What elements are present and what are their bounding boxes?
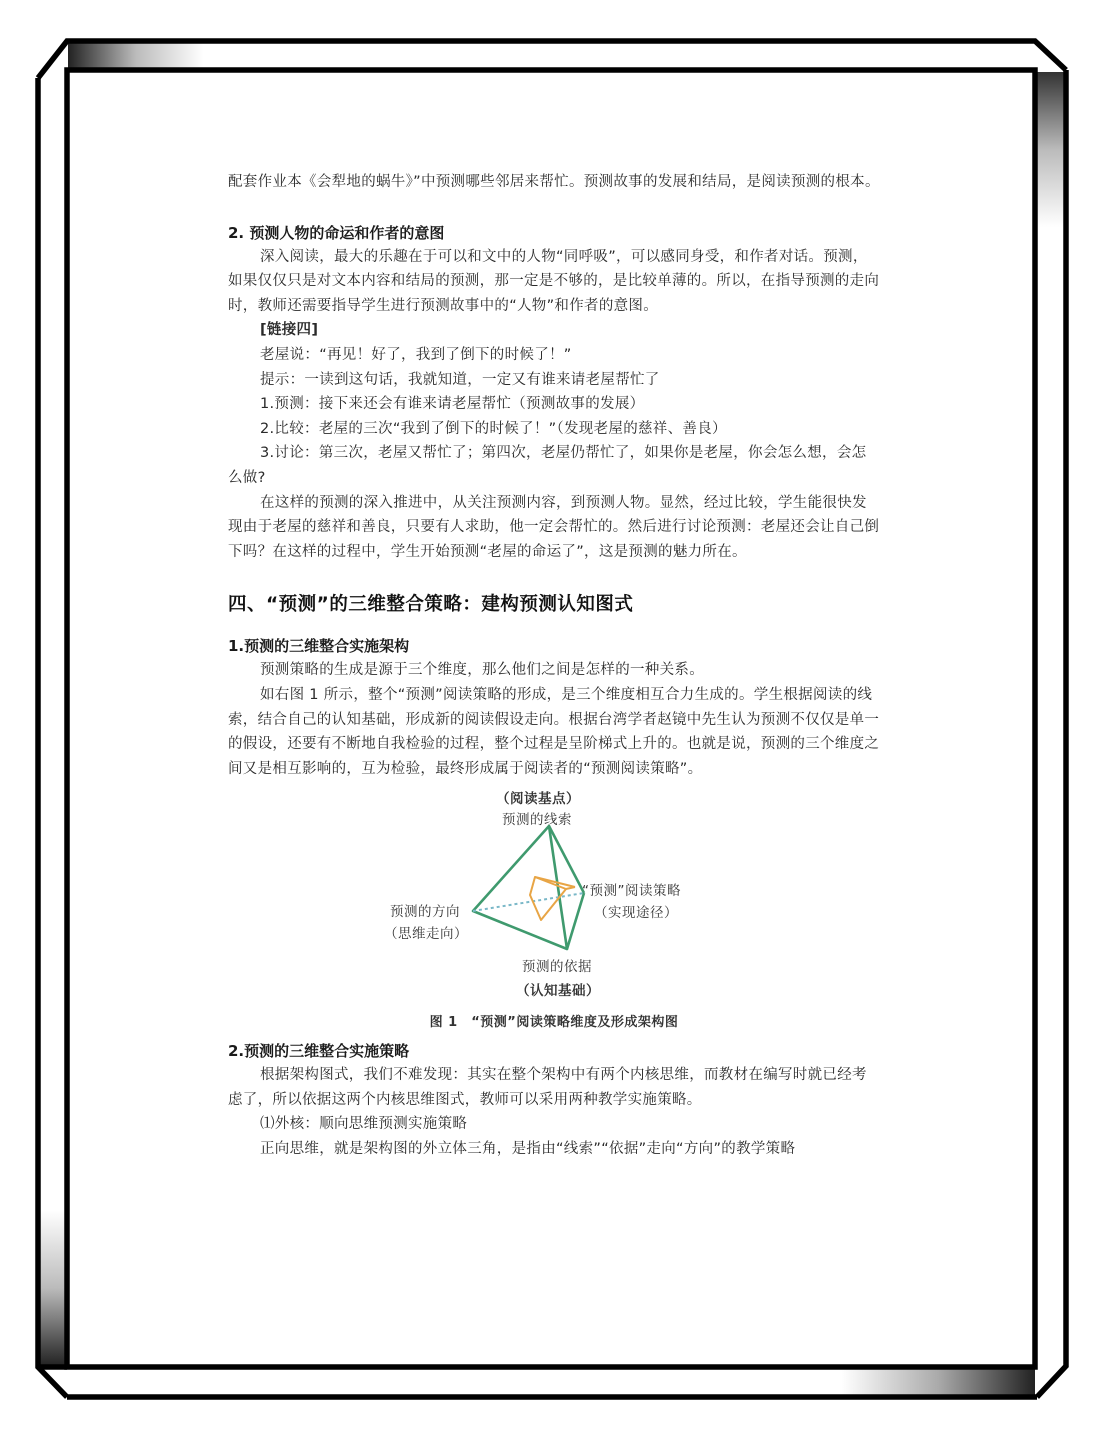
sub2-item-1: ⑴外核：顺向思维预测实施策略 — [260, 1116, 468, 1133]
document-page — [228, 170, 880, 1162]
figure-caption: 图 1 “预测”阅读策略维度及形成架构图 — [429, 1015, 679, 1031]
step-predict: 1.预测：接下来还会有谁来请老屋帮忙（预测故事的发展） — [260, 396, 645, 413]
sub2-last-para: 正向思维，就是架构图的外立体三角，是指由“线索”“依据”走向“方向”的教学策略 — [260, 1141, 796, 1158]
label-predict-strategy: “预测”阅读策略 — [582, 883, 681, 900]
step-compare: 2.比较：老屋的三次“我到了倒下的时候了！”（发现老屋的慈祥、善良） — [260, 420, 727, 437]
sub2-heading: 2.预测的三维整合实施策略 — [228, 1042, 410, 1061]
label-cognitive-foundation: （认知基础） — [516, 983, 600, 1000]
paragraph-continuation: 配套作业本《会犁地的蜗牛》”中预测哪些邻居来帮忙。预测故事的发展和结局，是阅读预测的根本。 — [228, 174, 880, 190]
label-prediction-clues: 预测的线索 — [502, 812, 572, 829]
sub1-para-1: 预测策略的生成是源于三个维度，那么他们之间是怎样的一种关系。 — [260, 662, 704, 679]
label-prediction-basis: 预测的依据 — [522, 959, 592, 976]
step-discuss: 3.讨论：第三次，老屋又帮忙了；第四次，老屋仍帮忙了，如果你是老屋，你会怎么想，会怎么做? — [228, 445, 867, 486]
sub1-heading: 1.预测的三维整合实施架构 — [228, 637, 410, 656]
hint-line: 提示：一读到这句话，我就知道，一定又有谁来请老屋帮忙了 — [260, 371, 660, 388]
link-four-label: [链接四] — [260, 322, 319, 339]
label-reading-basis: （阅读基点） — [496, 791, 580, 808]
heading-predict-characters: 2. 预测人物的命运和作者的意图 — [228, 223, 445, 242]
paragraph-deep-reading: 深入阅读，最大的乐趣在于可以和文中的人物“同呼吸”，可以感同身受，和作者对话。预测，如果仅仅只是对文本内容和结局的预测，那一定是不够的，是比较单薄的。所以，在指导预测的走向时，教师还需要指导学生进行预测故事中的“人物”和作者的意图。 — [228, 248, 880, 314]
label-implementation-path: （实现途径） — [594, 905, 678, 922]
sub2-para-1: 根据架构图式，我们不难发现：其实在整个架构中有两个内核思维，而教材在编写时就已经考虑了，所以依据这两个内核思维图式，教师可以采用两种教学实施策略。 — [228, 1067, 867, 1108]
label-prediction-direction: 预测的方向 — [390, 904, 460, 921]
quote-old-house: 老屋说：“再见！好了，我到了倒下的时候了！” — [260, 346, 572, 363]
section-four-heading: 四、“预测”的三维整合策略：建构预测认知图式 — [228, 594, 634, 616]
sub1-para-2: 如右图 1 所示，整个“预测”阅读策略的形成，是三个维度相互合力生成的。学生根据阅读的线索，结合自己的认知基础，形成新的阅读假设走向。根据台湾学者赵镜中先生认为预测不仅仅是单一的假设，还要有不断地自我检验的过程，整个过程是呈阶梯式上升的。也就是说，预测的三个维度之间又是相互影响的，互为检验，最终形成属于阅读者的“预测阅读策略”。 — [228, 686, 880, 777]
paragraph-conclusion: 在这样的预测的深入推进中，从关注预测内容，到预测人物。显然，经过比较，学生能很快发现由于老屋的慈祥和善良，只要有人求助，他一定会帮忙的。然后进行讨论预测：老屋还会让自己倒下吗？在这样的过程中，学生开始预测“老屋的命运了”，这是预测的魅力所在。 — [228, 494, 880, 560]
label-thinking-direction: （思维走向） — [384, 926, 468, 943]
figure-1-diagram — [228, 781, 880, 1039]
